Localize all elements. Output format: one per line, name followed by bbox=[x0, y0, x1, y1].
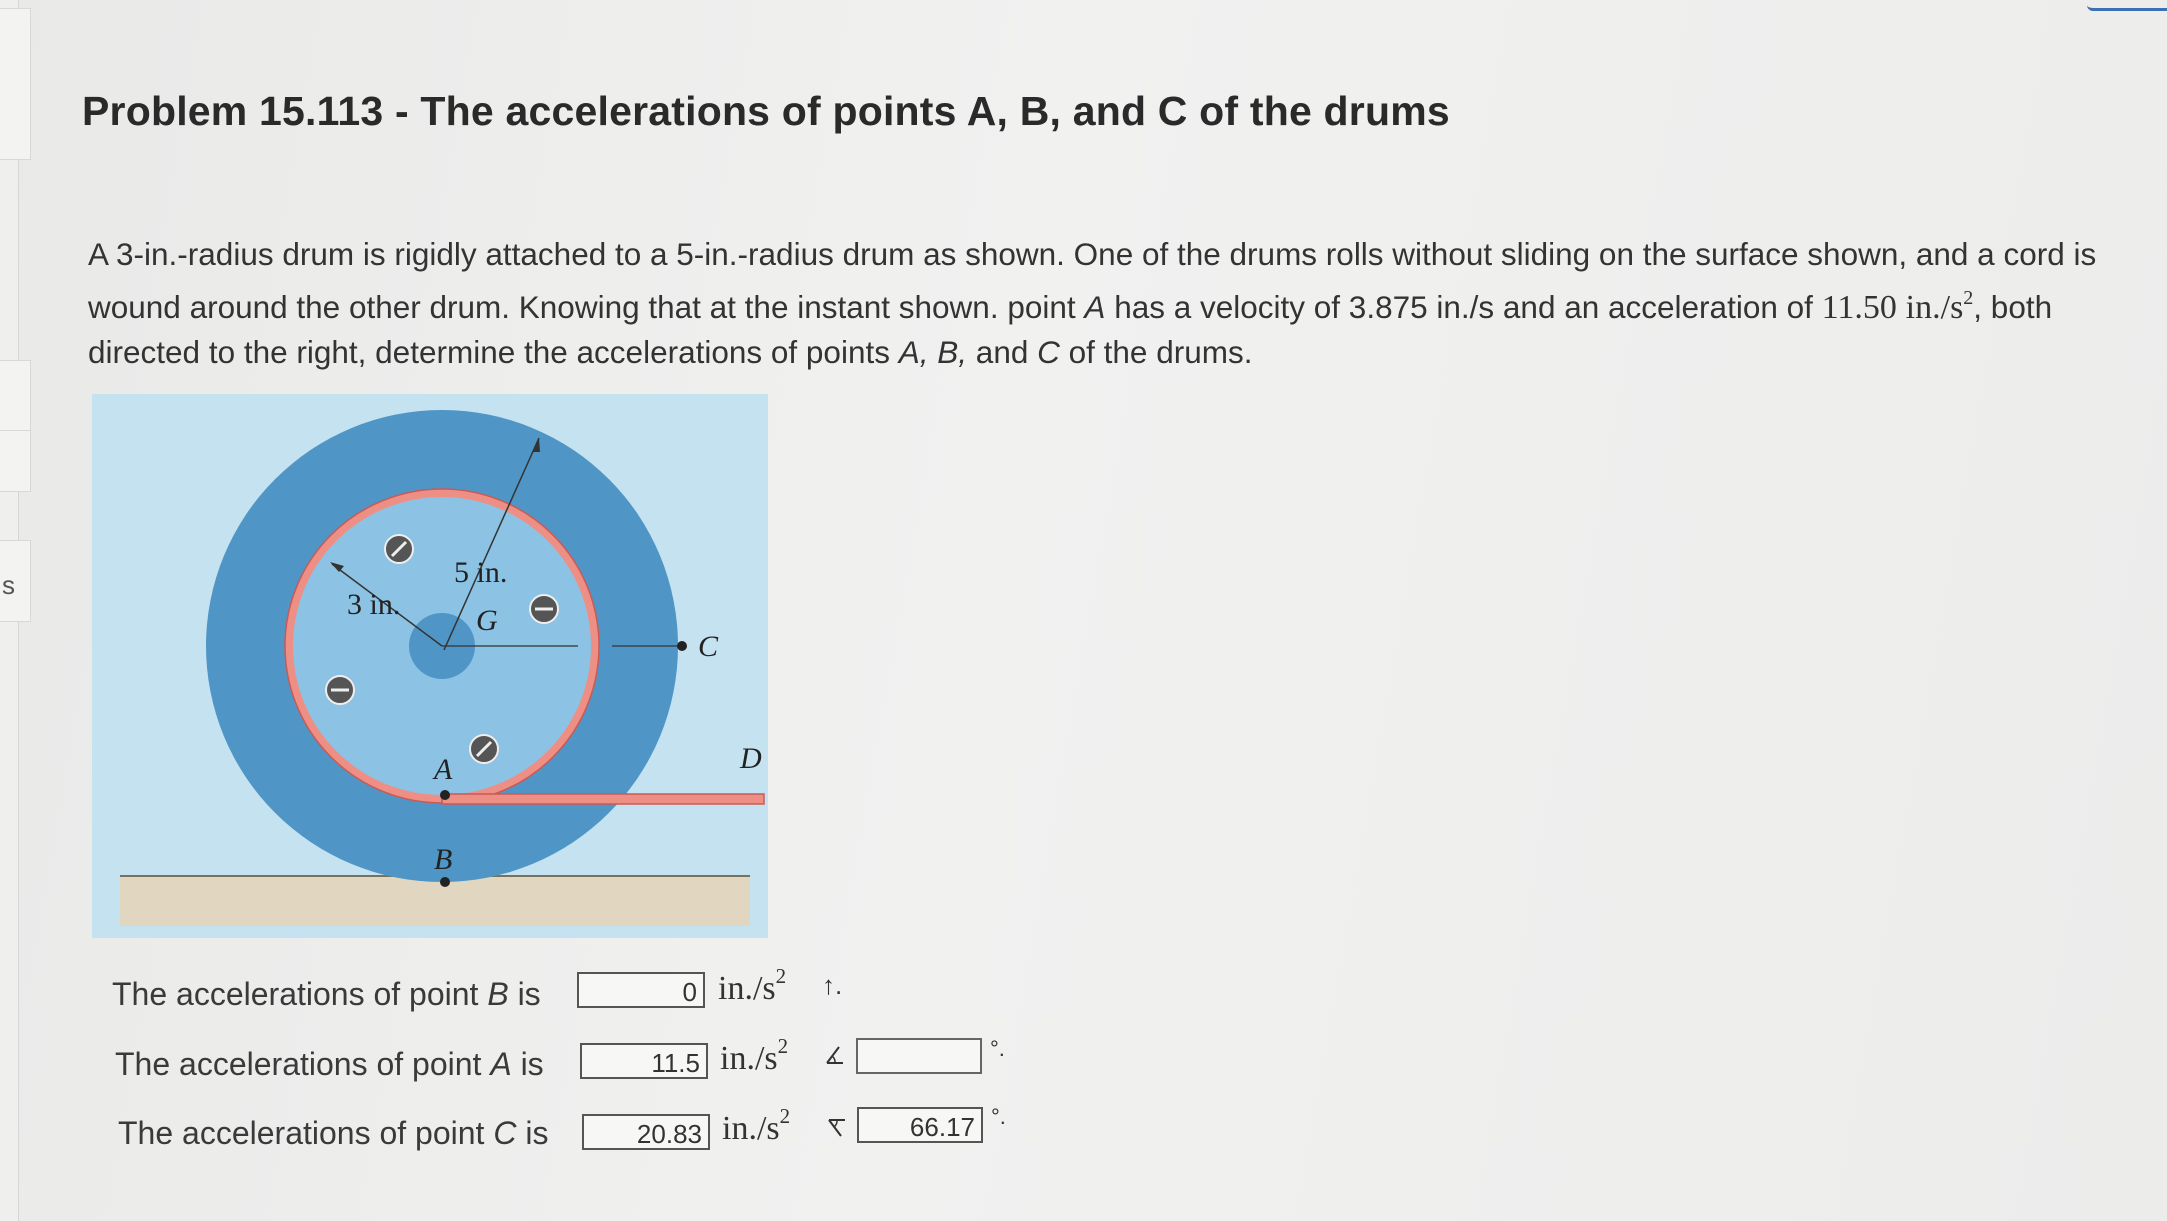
left-tab[interactable] bbox=[0, 430, 31, 492]
answer-input-c[interactable]: 20.83 bbox=[582, 1114, 710, 1150]
page-title: Problem 15.113 - The accelerations of points A, B, and C of the drums bbox=[82, 88, 1450, 134]
point-c-label: C bbox=[1037, 334, 1060, 370]
accel-unit: in./s bbox=[1905, 289, 1964, 326]
label-g: G bbox=[476, 604, 498, 637]
point-a-label: A, bbox=[898, 334, 929, 370]
answer-label-b: The accelerations of point B is bbox=[112, 976, 541, 1012]
edge-letter: s bbox=[2, 570, 15, 600]
bolt-icon bbox=[326, 676, 354, 704]
point-b-dot bbox=[440, 877, 450, 887]
point-a-dot bbox=[440, 790, 450, 800]
bolt-icon bbox=[385, 535, 413, 563]
accel-exponent: 2 bbox=[1963, 287, 1974, 309]
angle-direction-icon bbox=[825, 1114, 849, 1140]
label-b: B bbox=[434, 843, 453, 876]
unit-c: $in./s^2$ bbox=[722, 1104, 791, 1147]
degree-symbol: °. bbox=[990, 1036, 1005, 1061]
point-a-label: A bbox=[490, 1046, 512, 1082]
answer-input-b[interactable]: 0 bbox=[577, 972, 705, 1008]
left-tab[interactable] bbox=[0, 8, 31, 160]
point-b-label: B bbox=[487, 976, 509, 1012]
up-arrow-icon: ↑. bbox=[822, 970, 843, 1000]
bolt-icon bbox=[530, 595, 558, 623]
label-3in: 3 in. bbox=[347, 588, 401, 621]
answer-label-a: The accelerations of point A is bbox=[115, 1046, 544, 1082]
label-c: C bbox=[698, 630, 719, 663]
corner-mark bbox=[2087, 0, 2167, 11]
point-c-dot bbox=[677, 641, 687, 651]
label-5in: 5 in. bbox=[454, 556, 508, 589]
point-c-label: C bbox=[493, 1115, 517, 1151]
angle-direction-icon bbox=[823, 1043, 847, 1069]
problem-text: and bbox=[975, 334, 1029, 370]
problem-text: A 3-in.-radius drum is rigidly attached to a 5-in.-radius drum as shown. One of the drums rolls without sliding on the surface shown, and a cord is wound around the other drum. Knowing that at the instant shown. point bbox=[88, 236, 2097, 325]
label-d: D bbox=[740, 742, 762, 775]
drum-diagram bbox=[92, 394, 768, 938]
problem-text: of the drums. bbox=[1068, 334, 1253, 370]
left-tab[interactable] bbox=[0, 360, 31, 432]
ground bbox=[120, 876, 750, 926]
angle-input-c[interactable]: 66.17 bbox=[857, 1107, 983, 1143]
bolt-icon bbox=[470, 735, 498, 763]
degree-symbol: °. bbox=[991, 1104, 1006, 1129]
cord-segment bbox=[442, 794, 764, 804]
answer-label-c: The accelerations of point C is bbox=[118, 1115, 549, 1151]
problem-text: , both directed to the right, determine the accelerations of points bbox=[88, 289, 2053, 370]
point-b-label: B, bbox=[937, 334, 968, 370]
label-a: A bbox=[434, 753, 453, 786]
problem-statement bbox=[88, 232, 2128, 374]
point-a-label: A bbox=[1084, 289, 1106, 325]
angle-input-a[interactable] bbox=[856, 1038, 982, 1074]
accel-value: 11.50 bbox=[1821, 289, 1897, 326]
unit-a: $in./s^2$ bbox=[720, 1034, 789, 1077]
answer-input-a[interactable]: 11.5 bbox=[580, 1043, 708, 1079]
problem-text: has a velocity of 3.875 in./s and an acceleration of bbox=[1114, 289, 1813, 325]
drum-figure bbox=[92, 394, 768, 938]
unit-b: $in./s^2$ bbox=[718, 964, 787, 1007]
